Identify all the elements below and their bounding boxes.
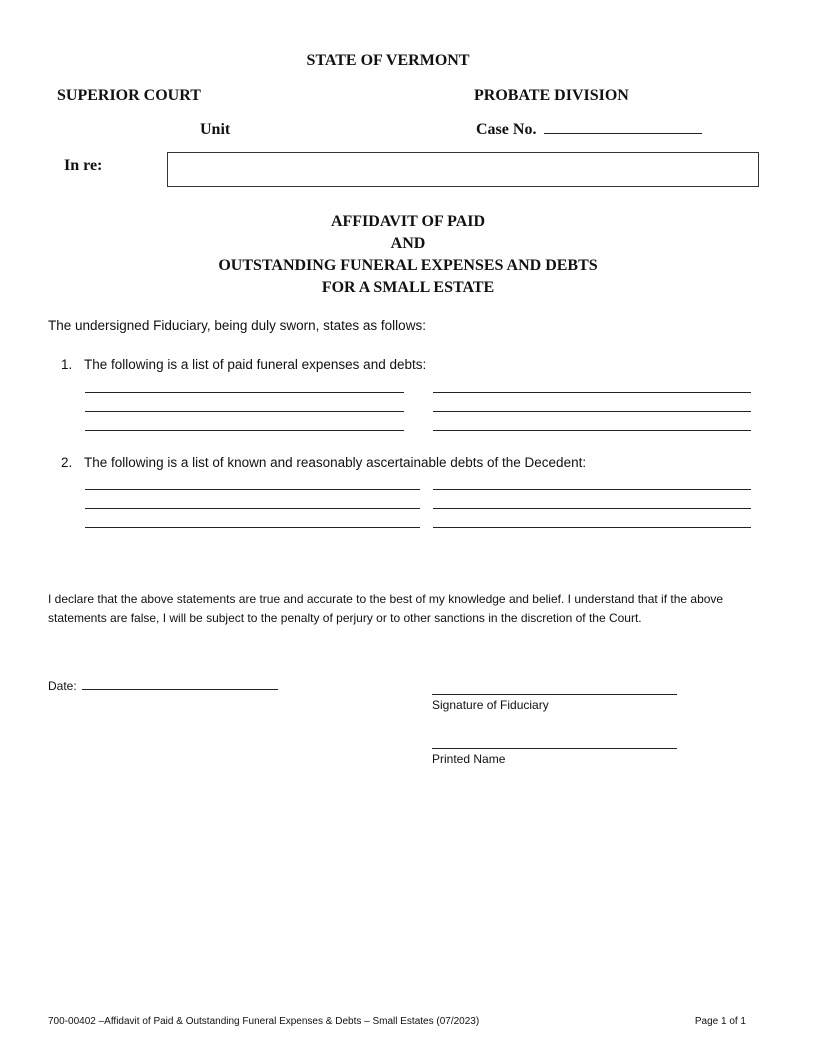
item-1-number: 1.	[61, 357, 73, 372]
court-heading: SUPERIOR COURT	[57, 87, 201, 104]
outstanding-debt-line[interactable]	[85, 508, 420, 509]
page-number: Page 1 of 1	[694, 1016, 746, 1027]
title-line-3: OUTSTANDING FUNERAL EXPENSES AND DEBTS	[218, 257, 598, 274]
paid-debt-line[interactable]	[433, 411, 751, 412]
item-2	[61, 455, 586, 470]
printed-name-label: Printed Name	[432, 752, 506, 766]
in-re-field[interactable]	[167, 152, 759, 187]
paid-debt-line[interactable]	[85, 392, 404, 393]
outstanding-debt-line[interactable]	[433, 489, 751, 490]
unit-label: Unit	[200, 121, 231, 138]
signature-field[interactable]	[432, 694, 677, 695]
state-heading: STATE OF VERMONT	[306, 52, 470, 69]
case-number-label: Case No.	[476, 121, 537, 138]
date-label: Date:	[48, 679, 77, 693]
form-identifier: 700-00402 –Affidavit of Paid & Outstanding Funeral Expenses & Debts – Small Estates (07/2023)	[48, 1016, 480, 1027]
item-1-text: The following is a list of paid funeral expenses and debts:	[84, 357, 427, 372]
signature-label: Signature of Fiduciary	[432, 698, 549, 712]
paid-debt-line[interactable]	[85, 430, 404, 431]
outstanding-debt-line[interactable]	[433, 508, 751, 509]
intro-text: The undersigned Fiduciary, being duly sworn, states as follows:	[48, 318, 426, 333]
item-1	[61, 357, 426, 372]
document-title	[0, 211, 816, 299]
outstanding-debt-line[interactable]	[433, 527, 751, 528]
paid-debt-line[interactable]	[433, 430, 751, 431]
paid-debt-line[interactable]	[433, 392, 751, 393]
in-re-label: In re:	[64, 157, 103, 174]
division-heading: PROBATE DIVISION	[474, 87, 629, 104]
declaration-text: I declare that the above statements are true and accurate to the best of my knowledge and belief. I understand that if the above statements are false, I will be subject to the penalty of perjury or to other sanctions in the discretion of the Court.	[48, 592, 724, 625]
case-number-row	[476, 121, 702, 139]
date-row	[48, 679, 278, 693]
outstanding-debt-line[interactable]	[85, 489, 420, 490]
paid-debt-line[interactable]	[85, 411, 404, 412]
title-line-4: FOR A SMALL ESTATE	[321, 279, 495, 296]
item-2-text: The following is a list of known and reasonably ascertainable debts of the Decedent:	[84, 455, 587, 470]
date-field[interactable]	[82, 689, 278, 690]
title-line-2: AND	[390, 235, 426, 252]
outstanding-debt-line[interactable]	[85, 527, 420, 528]
case-number-field[interactable]	[544, 133, 702, 134]
title-line-1: AFFIDAVIT OF PAID	[330, 213, 486, 230]
item-2-number: 2.	[61, 455, 73, 470]
printed-name-field[interactable]	[432, 748, 677, 749]
